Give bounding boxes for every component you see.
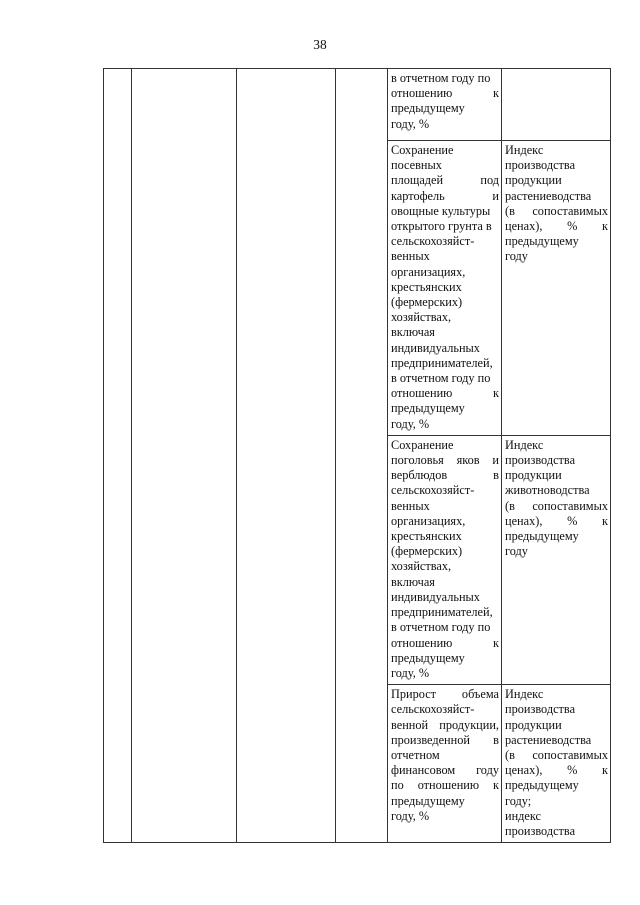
indicator-line: предыдущему [391, 650, 465, 665]
indicator-line: включая [391, 574, 435, 589]
indicator-line: индивидуальных [391, 589, 480, 604]
indicator-line: овощные культуры [391, 203, 491, 218]
indicator-line: венных [391, 249, 430, 264]
indicator-line: предпринимателей, [391, 605, 493, 620]
empty-cell [237, 69, 336, 141]
index-line: растениеводства [505, 732, 592, 747]
index-line: Индекс [505, 687, 544, 702]
indicator-line: году, % [391, 116, 430, 131]
indicator-line: отношению к [391, 386, 499, 401]
empty-cell [104, 685, 132, 843]
index-line: животноводства [505, 483, 590, 498]
index-line: году [505, 544, 528, 559]
indicator-line: предыдущему [391, 401, 465, 416]
indicator-cell [388, 141, 502, 436]
indicator-cell [388, 435, 502, 684]
indicator-line: в отчетном году по [391, 71, 491, 85]
indicator-line: поголовья яков и [391, 453, 499, 468]
indicator-line: венных [391, 498, 430, 513]
indicator-cell [388, 685, 502, 843]
table-row [104, 685, 611, 843]
empty-cell [336, 685, 388, 843]
index-line: растениеводства [505, 188, 592, 203]
index-line: производства [505, 823, 576, 838]
table-row [104, 141, 611, 436]
indicator-line: отчетном [391, 747, 440, 762]
index-line: производства [505, 158, 576, 173]
table-row [104, 69, 611, 141]
empty-cell [104, 141, 132, 436]
indicator-line: сельскохозяйст- [391, 483, 475, 498]
indicator-line: открытого грунта в [391, 219, 492, 234]
indicator-line: предыдущему [391, 101, 465, 116]
indicator-line: отношению к [391, 86, 499, 101]
empty-cell [237, 685, 336, 843]
index-line: Индекс [505, 143, 544, 157]
index-cell [502, 435, 611, 684]
indicator-line: хозяйствах, [391, 310, 452, 325]
index-line: продукции [505, 173, 562, 188]
index-line: предыдущему [505, 234, 579, 249]
indicator-line: Сохранение [391, 143, 454, 157]
index-line: ценах), % к [505, 219, 608, 234]
indicator-line: отношению к [391, 635, 499, 650]
index-line: предыдущему [505, 778, 579, 793]
indicator-cell [388, 69, 502, 141]
document-table [103, 68, 611, 843]
empty-cell [336, 69, 388, 141]
indicator-line: картофель и [391, 188, 499, 203]
indicator-line: году, % [391, 665, 430, 680]
indicator-line: крестьянских [391, 279, 462, 294]
empty-cell [237, 141, 336, 436]
indicator-line: финансовом году [391, 763, 499, 778]
index-line: (в сопоставимых [505, 203, 608, 218]
index-line: (в сопоставимых [505, 747, 608, 762]
index-line: продукции [505, 468, 562, 483]
indicator-line: организациях, [391, 264, 466, 279]
index-line: производства [505, 453, 576, 468]
indicator-line: произведенной в [391, 732, 499, 747]
indicator-line: (фермерских) [391, 544, 463, 559]
indicator-line: (фермерских) [391, 295, 463, 310]
empty-cell [132, 435, 237, 684]
index-line: продукции [505, 717, 562, 732]
indicator-line: Сохранение [391, 437, 454, 452]
indicator-line: Прирост объема [391, 687, 499, 702]
index-line: индекс [505, 808, 542, 823]
index-line: году; [505, 793, 532, 808]
empty-cell [132, 685, 237, 843]
table-row [104, 435, 611, 684]
indicator-line: сельскохозяйст- [391, 234, 475, 249]
empty-cell [104, 435, 132, 684]
indicator-line: предпринимателей, [391, 355, 493, 370]
indicator-line: организациях, [391, 513, 466, 528]
indicator-line: венной продукции, [391, 717, 499, 732]
empty-cell [336, 435, 388, 684]
indicator-line: в отчетном году по [391, 371, 491, 386]
indicator-line: году, % [391, 416, 430, 431]
indicator-line: по отношению к [391, 778, 499, 793]
indicator-line: крестьянских [391, 529, 462, 544]
empty-cell [132, 141, 237, 436]
indicator-line: хозяйствах, [391, 559, 452, 574]
index-cell [502, 69, 611, 141]
indicator-line: году, % [391, 808, 430, 823]
indicator-line: включая [391, 325, 435, 340]
indicator-line: верблюдов в [391, 468, 499, 483]
index-line: ценах), % к [505, 513, 608, 528]
index-line: Индекс [505, 437, 544, 452]
indicator-line: посевных [391, 158, 442, 173]
index-line: году [505, 249, 528, 264]
indicator-line: индивидуальных [391, 340, 480, 355]
index-cell [502, 685, 611, 843]
empty-cell [132, 69, 237, 141]
page-number: 38 [313, 37, 327, 52]
indicator-line: в отчетном году по [391, 620, 491, 635]
empty-cell [237, 435, 336, 684]
empty-cell [104, 69, 132, 141]
index-line: ценах), % к [505, 763, 608, 778]
index-line: предыдущему [505, 529, 579, 544]
indicator-line: предыдущему [391, 793, 465, 808]
index-cell [502, 141, 611, 436]
index-line: (в сопоставимых [505, 498, 608, 513]
indicator-line: сельскохозяйст- [391, 702, 475, 717]
indicator-line: площадей под [391, 173, 499, 188]
index-line: производства [505, 702, 576, 717]
empty-cell [336, 141, 388, 436]
